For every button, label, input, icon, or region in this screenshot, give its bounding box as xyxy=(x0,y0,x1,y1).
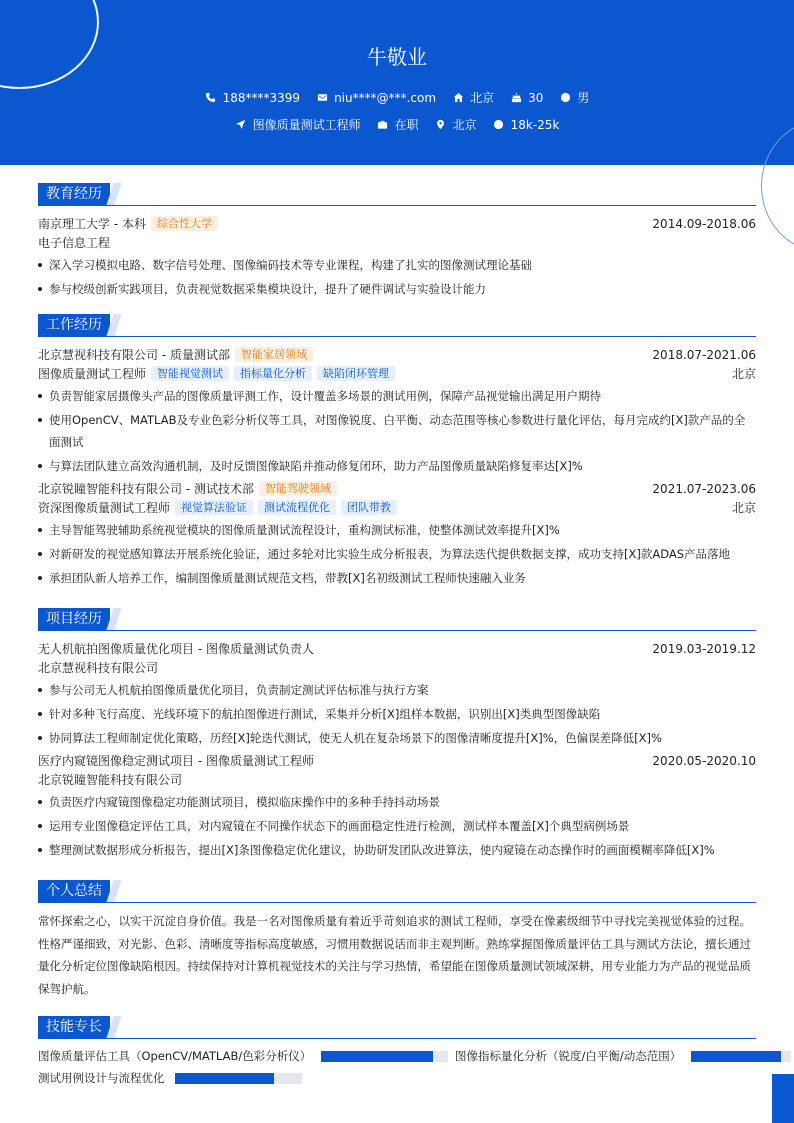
status-text: 在职 xyxy=(394,118,419,132)
school-tag: 综合性大学 xyxy=(151,216,218,231)
job-entry xyxy=(38,345,756,477)
city-text: 北京 xyxy=(470,91,495,105)
target-city-info xyxy=(435,116,477,133)
list-item: 与算法团队建立高效沟通机制，及时反馈图像缺陷并推动修复闭环，助力产品图像质量缺陷修复率达[X]% xyxy=(38,455,756,477)
list-item: 针对多种飞行高度、光线环境下的航拍图像进行测试，采集并分析[X]组样本数据，识别出[X]类典型图像缺陷 xyxy=(38,703,756,725)
job-role-row xyxy=(38,498,756,517)
project-title-row xyxy=(38,751,756,770)
skill-bar-fill xyxy=(175,1073,274,1084)
company-name: 北京锐瞳智能科技有限公司 - 测试技术部 xyxy=(38,482,254,496)
list-item: 负责智能家居摄像头产品的图像质量评测工作，设计覆盖多场景的测试用例，保障产品视觉输出满足用户期待 xyxy=(38,385,756,407)
age-icon xyxy=(510,92,522,104)
project-period: 2019.03-2019.12 xyxy=(652,641,756,656)
job-role: 图像质量测试工程师 xyxy=(38,367,147,381)
project-entry xyxy=(38,751,756,861)
candidate-name: 牛敬业 xyxy=(367,45,427,69)
list-item: 参与校级创新实践项目，负责视觉数据采集模块设计，提升了硬件调试与实验设计能力 xyxy=(38,278,756,300)
skill-tag: 指标量化分析 xyxy=(234,366,312,381)
job-location: 北京 xyxy=(731,501,756,515)
job-intent-row xyxy=(0,116,794,133)
education-main-row xyxy=(38,214,756,233)
section-title: 教育经历 xyxy=(38,183,110,205)
phone-info xyxy=(205,91,300,105)
list-item: 对新研发的视觉感知算法开展系统化验证，通过多轮对比实验生成分析报表，为算法迭代提供数据支撑，成功支持[X]款ADAS产品落地 xyxy=(38,543,756,565)
salary-info xyxy=(493,118,560,132)
job-role: 资深图像质量测试工程师 xyxy=(38,501,171,515)
skill-tag: 视觉算法验证 xyxy=(175,500,253,515)
skill-bar xyxy=(175,1073,302,1084)
project-name: 医疗内窥镜图像稳定测试项目 - 图像质量测试工程师 xyxy=(38,754,314,768)
section-header xyxy=(38,314,756,337)
skill-tag: 测试流程优化 xyxy=(258,500,336,515)
skill-bar xyxy=(321,1051,448,1062)
industry-tag: 智能驾驶领域 xyxy=(259,481,337,496)
project-title-row xyxy=(38,639,756,658)
list-item: 参与公司无人机航拍图像质量优化项目，负责制定测试评估标准与执行方案 xyxy=(38,679,756,701)
skill-item xyxy=(38,1048,448,1064)
job-company-row xyxy=(38,479,756,498)
section-header xyxy=(38,183,756,206)
skill-bar-fill xyxy=(321,1051,433,1062)
section-header xyxy=(38,1016,756,1039)
skill-tag: 团队带教 xyxy=(341,500,397,515)
section-title: 工作经历 xyxy=(38,314,110,336)
skill-item xyxy=(38,1070,302,1086)
briefcase-icon xyxy=(377,119,389,131)
gender-text: 男 xyxy=(577,91,590,105)
skill-tag: 智能视觉测试 xyxy=(151,366,229,381)
project-name: 无人机航拍图像质量优化项目 - 图像质量测试负责人 xyxy=(38,642,314,656)
work-section xyxy=(38,314,756,591)
list-item: 使用OpenCV、MATLAB及专业色彩分析仪等工具，对图像锐度、白平衡、动态范围等核心参数进行量化评估，每月完成约[X]款产品的全面测试 xyxy=(38,409,756,453)
project-entry xyxy=(38,639,756,749)
project-company: 北京锐瞳智能科技有限公司 xyxy=(38,773,183,787)
projects-section xyxy=(38,608,756,863)
email-text: niu****@***.com xyxy=(334,90,437,105)
email-info xyxy=(316,91,436,105)
status-info xyxy=(377,116,419,133)
job-entry xyxy=(38,479,756,589)
job-period: 2018.07-2021.06 xyxy=(652,347,756,362)
skill-name: 图像质量评估工具（OpenCV/MATLAB/色彩分析仪） xyxy=(38,1049,312,1063)
location-icon xyxy=(435,119,447,131)
skill-bar-fill xyxy=(691,1051,781,1062)
list-item: 主导智能驾驶辅助系统视觉模块的图像质量测试流程设计，重构测试标准，使整体测试效率提升[X]% xyxy=(38,519,756,541)
city-info xyxy=(452,89,494,106)
job-period: 2021.07-2023.06 xyxy=(652,481,756,496)
skill-name: 图像指标量化分析（锐度/白平衡/动态范围） xyxy=(455,1049,682,1063)
education-entry xyxy=(38,214,756,300)
target-city-text: 北京 xyxy=(452,118,477,132)
phone-icon xyxy=(205,92,217,104)
skills-section xyxy=(38,1016,756,1039)
education-period: 2014.09-2018.06 xyxy=(652,216,756,231)
list-item: 承担团队新人培养工作，编制图像质量测试规范文档，带教[X]名初级测试工程师快速融入业务 xyxy=(38,567,756,589)
job-location: 北京 xyxy=(731,367,756,381)
job-company-row xyxy=(38,345,756,364)
phone-text: 188****3399 xyxy=(222,90,301,105)
resume-header xyxy=(0,0,794,165)
project-company: 北京慧视科技有限公司 xyxy=(38,661,159,675)
age-info xyxy=(510,91,543,105)
send-icon xyxy=(235,119,247,131)
section-title: 技能专长 xyxy=(38,1016,110,1038)
major: 电子信息工程 xyxy=(38,236,111,250)
contact-row xyxy=(0,89,794,106)
list-item: 协同算法工程师制定优化策略，历经[X]轮迭代测试，使无人机在复杂场景下的图像清晰度提升[X]%，色偏误差降低[X]% xyxy=(38,727,756,749)
section-header xyxy=(38,880,756,903)
list-item: 运用专业图像稳定评估工具，对内窥镜在不同操作状态下的画面稳定性进行检测，测试样本覆盖[X]个典型病例场景 xyxy=(38,815,756,837)
home-icon xyxy=(452,92,464,104)
email-icon xyxy=(316,92,328,104)
skill-bar xyxy=(691,1051,791,1062)
list-item: 整理测试数据形成分析报告，提出[X]条图像稳定优化建议，协助研发团队改进算法，使内窥镜在动态操作时的画面模糊率降低[X]% xyxy=(38,839,756,861)
summary-section xyxy=(38,880,756,1000)
summary-text: 常怀探索之心，以实干沉淀自身价值。我是一名对图像质量有着近乎苛刻追求的测试工程师，享受在像素级细节中寻找完美视觉体验的过程。性格严谨细致，对光影、色彩、清晰度等指标高度敏感，习惯用数据说话而非主观判断。熟练掌握图像质量评估工具与测试方法论，擅长通过量化分析定位图像缺陷根因。持续保持对计算机视觉技术的关注与学习热情，希望能在图像质量测试领域深耕，用专业能力为产品的视觉品质保驾护航。 xyxy=(38,914,751,996)
section-title: 个人总结 xyxy=(38,880,110,902)
job-role-row xyxy=(38,364,756,383)
industry-tag: 智能家居领域 xyxy=(235,347,313,362)
section-header xyxy=(38,608,756,631)
salary-text: 18k-25k xyxy=(510,117,560,132)
section-title: 项目经历 xyxy=(38,608,110,630)
company-name: 北京慧视科技有限公司 - 质量测试部 xyxy=(38,348,230,362)
skill-name: 测试用例设计与流程优化 xyxy=(38,1071,165,1085)
project-period: 2020.05-2020.10 xyxy=(652,753,756,768)
list-item: 负责医疗内窥镜图像稳定功能测试项目，模拟临床操作中的多种手持抖动场景 xyxy=(38,791,756,813)
skill-item xyxy=(455,1048,791,1064)
list-item: 深入学习模拟电路、数字信号处理、图像编码技术等专业课程，构建了扎实的图像测试理论基础 xyxy=(38,254,756,276)
skill-tag: 缺陷闭环管理 xyxy=(317,366,395,381)
decorative-corner-block xyxy=(772,1074,794,1123)
age-text: 30 xyxy=(528,90,544,105)
education-section xyxy=(38,183,756,302)
money-icon xyxy=(493,119,505,131)
school-name: 南京理工大学 - 本科 xyxy=(38,217,146,231)
position-info xyxy=(235,116,361,133)
gender-icon xyxy=(559,92,571,104)
position-text: 图像质量测试工程师 xyxy=(252,118,361,132)
gender-info xyxy=(559,89,589,106)
